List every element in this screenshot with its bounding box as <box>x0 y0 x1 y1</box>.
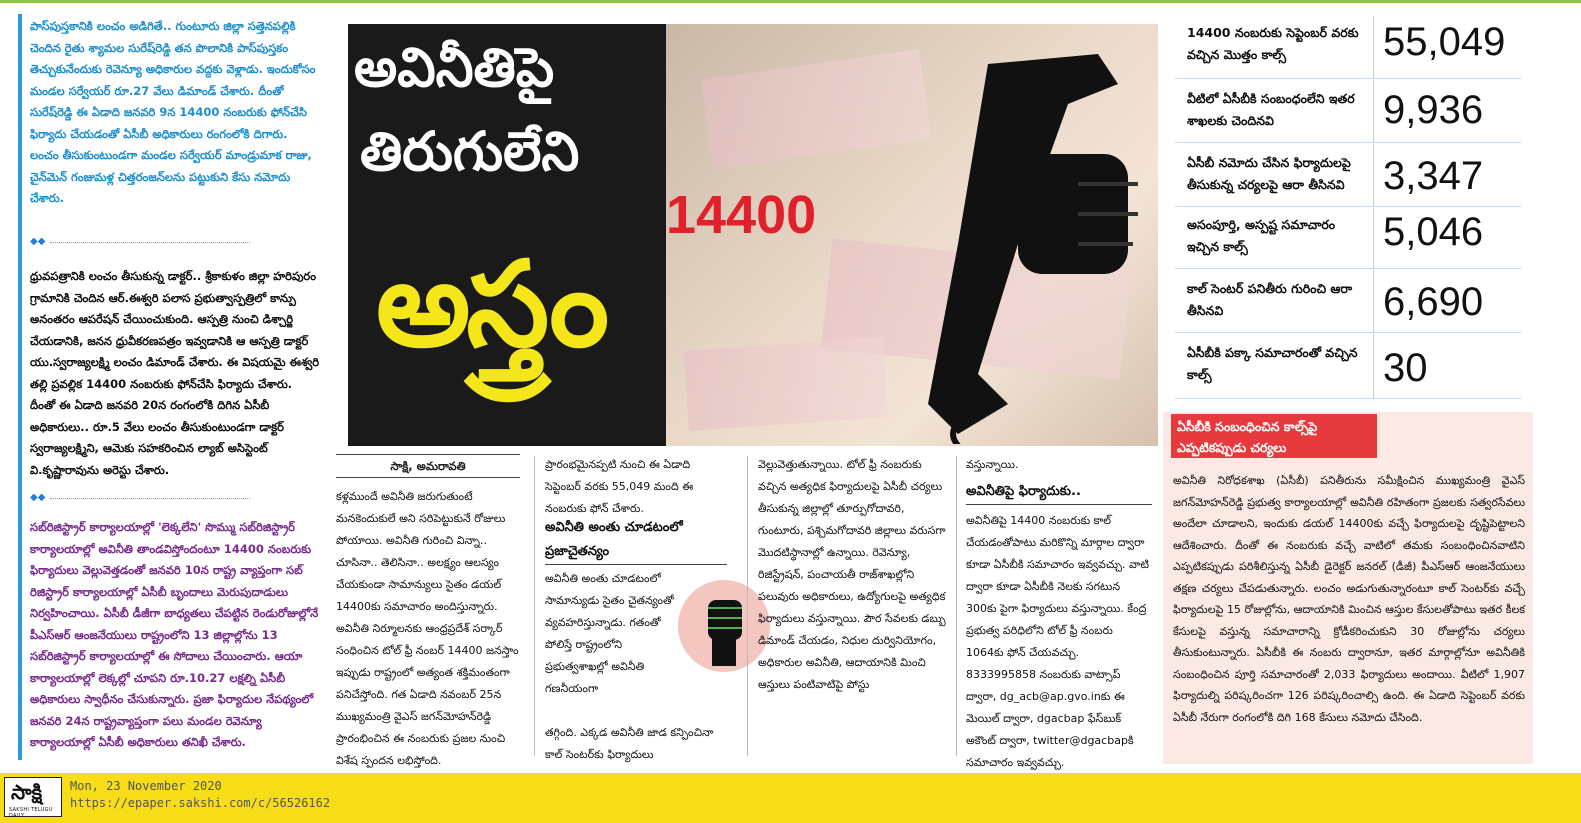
stat-value: 6,690 <box>1383 280 1484 324</box>
divider-diamond-icon: ◆◆ <box>30 492 46 503</box>
actions-heading: ఏసీబీకి సంబంధించిన కాల్స్‌పై ఎప్పటికప్పుడు చర్యలు <box>1171 414 1377 458</box>
stat-label: వీటిలో ఏసీబీకి సంబంధంలేని ఇతర శాఖలకు చెందినవి <box>1187 91 1355 128</box>
article-column-4: అవినీతిపై 14400 నంబరుకు కాల్‌ చేయడంతోపాటు మరికొన్ని మార్గాల ద్వారా కూడా ఏసీబీకి సమాచారం ఇవ్వవచ్చు. వాటి ద్వారా కూడా ఏసీబీకి నెలకు సగటున 300కు పైగా ఫిర్యాదులు వస్తున్నాయి. కేంద్ర ప్రభుత్వ పరిధిలోని టోల్‌ ఫ్రీ నంబరు 1064కు ఫోన్‌ చేయవచ్చు. 8333995858 నంబరుకు వాట్సాప్‌ ద్వారా, dg_acb@ap.gvo.inకు ఈ మెయిల్‌ ద్వారా, dgacbap ఫేస్‌బుక్‌ అకౌంట్‌ ద్వారా, twitter@dgacbapకి సమాచారం ఇవ్వవచ్చు. <box>966 514 1149 769</box>
raised-fist-icon <box>678 580 770 672</box>
helpline-number: 14400 <box>666 185 817 245</box>
stat-value: 5,046 <box>1383 210 1484 254</box>
stat-row <box>1175 208 1521 269</box>
stat-label: 14400 నంబరుకు సెప్టెంబర్‌ వరకు వచ్చిన మొత్తం కాల్స్‌ <box>1187 25 1359 62</box>
stat-row <box>1175 144 1521 207</box>
article-column-3: వెల్లువెత్తుతున్నాయి. టోల్‌ ఫ్రీ నంబరుకు వచ్చిన అత్యధిక ఫిర్యాదులపై ఏసీబీ చర్యలు తీసుకున్న జిల్లాల్లో తూర్పుగోదావరి, గుంటూరు, పశ్చిమగోదావరి జిల్లాలు వరుసగా మొదటిస్థానాల్లో ఉన్నాయి. రెవెన్యూ, రిజిస్ట్రేషన్‌, పంచాయతీ రాజ్‌శాఖల్లోని పలువురు అధికారులు, ఉద్యోగులపై అత్యధిక ఫిర్యాదులు వస్తున్నాయి. పౌర సేవలకు డబ్బు డిమాండ్‌ చేయడం, నిధుల దుర్వినియోగం, అధికారుల అవినీతి, ఆదాయానికి మించి ఆస్తులు పంటివాటిపై పోస్టు <box>758 458 946 691</box>
headline-line-3: అస్త్రం <box>376 235 606 373</box>
publish-date: Mon, 23 November 2020 <box>70 779 222 793</box>
telephone-handset-icon <box>868 44 1158 444</box>
subheading-how-to-complain: అవినీతిపై ఫిర్యాదుకు.. <box>966 480 1152 505</box>
article-column-2-bottom: తగ్గింది. ఎక్కడ అవినీతి జాడ కన్పించినా కాల్‌ సెంటర్‌కు ఫిర్యాదులు <box>545 726 714 761</box>
stat-row <box>1175 80 1521 143</box>
story-subregistrar: సబ్‌రిజిస్ట్రార్‌ కార్యాలయాల్లో 'లెక్కలేని' సొమ్ము సబ్‌రిజిస్ట్రార్‌ కార్యాలయాల్లో అవినీతి తాండవిస్తోందంటూ 14400 నంబరుకు ఫిర్యాదులు వెల్లువెత్తడంతో జనవరి 10న రాష్ట్ర వ్యాప్తంగా సబ్‌ రిజిస్ట్రార్‌ కార్యాలయాల్లో ఏసీబీ బృందాలు మెరుపుదాడులు నిర్వహించాయి. ఏసీబీ డీజీగా బాధ్యతలు చేపట్టిన రెండురోజుల్లోనే పీఎస్‌ఆర్‌ ఆంజనేయులు రాష్ట్రంలోని 13 జిల్లాల్లోను 13 సబ్‌రిజిస్ట్రార్‌ కార్యాలయాల్లో ఈ సోదాలు చేయించారు. ఆయా కార్యాలయాల్లో లెక్కల్లో చూపని రూ.10.27 లక్షల్ని ఏసీబీ అధికారులు స్వాధీనం చేసుకున్నారు. ప్రజా ఫిర్యాదుల నేపథ్యంలో జనవరి 24న రాష్ట్రవ్యాప్తంగా పలు మండల రెవెన్యూ కార్యాలయాల్లో ఏసీబీ అధికారులు తనిఖీ చేశారు. <box>30 520 319 749</box>
byline: సాక్షి, అమరావతి <box>336 454 520 478</box>
story-passbook: పాస్‌పుస్తకానికి లంచం అడిగితే.. గుంటూరు జిల్లా సత్తెనపల్లికి చెందిన రైతు శ్యామల సురేష్‌రెడ్డి తన పొలానికి పాస్‌పుస్తకం తెచ్చుకునేందుకు రెవెన్యూ అధికారుల వద్దకు వెళ్లాడు. ఇందుకోసం మండల సర్వేయర్‌ రూ.27 వేలు డిమాండ్‌ చేశారు. దీంతో సురేష్‌రెడ్డి ఈ ఏడాది జనవరి 9న 14400 నంబరుకు ఫోన్‌చేసి ఫిర్యాదు చేయడంతో ఏసీబీ అధికారులు రంగంలోకి దిగారు. లంచం తీసుకుంటుండగా మండల సర్వేయర్‌ మాండ్రుమాక రాజు, చైన్‌మెన్‌ గంజుమళ్ల చిత్తరంజన్‌లను పట్టుకుని కేసు నమోదు చేశారు. <box>30 19 316 205</box>
stat-row <box>1175 270 1521 333</box>
stat-value: 55,049 <box>1383 20 1506 64</box>
stat-label: ఏసీబీ నమోదు చేసిన ఫిర్యాదులపై తీసుకున్న చర్యలపై ఆరా తీసినవి <box>1187 155 1351 192</box>
divider-diamond-icon: ◆◆ <box>30 236 46 247</box>
column-divider <box>747 456 748 756</box>
column-divider <box>534 456 535 756</box>
source-url-link[interactable]: https://epaper.sakshi.com/c/56526162 <box>70 796 331 810</box>
column-divider <box>956 456 957 756</box>
hero-image <box>348 24 1158 446</box>
headline-line-1: అవినీతిపై <box>354 36 555 99</box>
actions-box <box>1163 412 1533 764</box>
sakshi-logo[interactable] <box>4 777 62 817</box>
logo-text: సాక్షి <box>11 780 43 804</box>
dotted-divider <box>50 498 250 499</box>
stat-value: 30 <box>1383 346 1428 390</box>
article-column-2-mid: అవినీతి అంతు చూడటంలో సామాన్యుడు సైతం చైతన్యంతో వ్యవహరిస్తున్నాడు. గతంతో పోలిస్తే రాష్ట్రంలోని ప్రభుత్వశాఖల్లో అవినీతి గణనీయంగా <box>545 572 674 695</box>
subheading-public-awareness: అవినీతి అంతు చూడటంలో ప్రజాచైతన్యం <box>545 516 727 565</box>
stat-label: ఏసీబీకి పక్కా సమాచారంతో వచ్చిన కాల్స్‌ <box>1187 345 1358 382</box>
footer-bar <box>0 773 1581 823</box>
left-accent-bar <box>18 14 22 760</box>
article-column-2-top: ప్రారంభమైనప్పటి నుంచి ఈ ఏడాది సెప్టెంబర్‌ వరకు 55,049 మంది ఈ నంబరుకు ఫోన్‌ చేశారు. <box>545 458 694 515</box>
left-story-column <box>18 14 318 760</box>
stat-label: కాల్‌ సెంటర్‌ పనితీరు గురించి ఆరా తీసినవి <box>1187 281 1353 318</box>
stat-value: 9,936 <box>1383 88 1484 132</box>
stat-row <box>1175 16 1521 79</box>
dotted-divider <box>50 242 250 243</box>
stat-row <box>1175 334 1521 399</box>
logo-subtext: SAKSHI TELUGU DAILY <box>9 807 53 819</box>
stat-value: 3,347 <box>1383 154 1484 198</box>
story-doctor: ధ్రువపత్రానికి లంచం తీసుకున్న డాక్టర్‌.. శ్రీకాకుళం జిల్లా హరిపురం గ్రామానికి చెందిన ఆర్‌.ఈశ్వరి పలాస ప్రభుత్వాస్పత్రిలో కాన్పు అనంతరం ఆపరేషన్‌ చేయించుకుంది. ఆస్పత్రి నుంచి డిశ్చార్జి చేయడానికి, జనన ధ్రువీకరణపత్రం ఇవ్వడానికి ఆ ఆస్పత్రి డాక్టర్‌ యు.స్వరాజ్యలక్ష్మి లంచం డిమాండ్‌ చేశారు. ఈ విషయమై ఈశ్వరి తల్లి ప్రవల్లిక 14400 నంబరుకు ఫోన్‌చేసి ఫిర్యాదు చేశారు. దీంతో ఈ ఏడాది జనవరి 20న రంగంలోకి దిగిన ఏసీబీ అధికారులు.. రూ.5 వేలు లంచం తీసుకుంటుండగా డాక్టర్‌ స్వరాజ్యలక్ష్మిని, ఆమెకు సహకరించిన ల్యాబ్‌ అసిస్టెంట్‌ వి.కృష్ణారావును అరెస్టు చేశారు. <box>30 269 320 477</box>
actions-body: అవినీతి నిరోధకశాఖ (ఏసీబీ) పనితీరును సమీక్షించిన ముఖ్యమంత్రి వైఎస్‌ జగన్‌మోహన్‌రెడ్డి ప్రభుత్వ కార్యాలయాల్లో అవినీతి రహితంగా ప్రజలకు సత్వరసేవలు అందేలా చూడాలని, ఇందుకు డయల్‌ 14400కు వచ్చే ఫిర్యాదులపై దృష్టిపెట్టాలని ఆదేశించారు. దీంతో ఈ నంబరుకు వచ్చే వాటిలో తమకు సంబంధించినవాటిని ఎప్పటికప్పుడు పరిశీలిస్తున్న ఏసీబీ డైరెక్టర్‌ జనరల్‌ (డీజీ) పీఎస్‌ఆర్‌ ఆంజనేయులు తక్షణ చర్యలు చేపడుతున్నారు. లంచం అడుగుతున్నారంటూ కాల్‌ సెంటర్‌కు వచ్చే ఫిర్యాదులపై 15 రోజుల్లోను, ఆదాయానికి మించిన ఆస్తుల కేసులతోపాటు ఇతర కీలక కేసులపై వస్తున్న సమాచారాన్ని క్రోడీకరించుకుని 30 రోజుల్లోను చర్యలు తీసుకుంటున్నారు. ఏసీబీకి ఈ నంబరు ద్వారానూ, ఇతర మార్గాల్లోనూ అవినీతికి సంబంధించిన పూర్తి సమాచారంతో 2,033 ఫిర్యాదులు అందాయి. వీటిలో 1,907 ఫిర్యాదుల్ని పరిష్కరించగా 126 పరిష్కరించాల్సి ఉంది. ఈ ఏడాది సెప్టెంబర్‌ వరకు ఏసీబీ నేరుగా రంగంలోకి దిగి 168 కేసులు నమోదు చేసింది. <box>1173 474 1525 724</box>
article-column-4-top: వస్తున్నాయి. <box>966 458 1019 471</box>
stat-label: అసంపూర్తి, అస్పష్ట సమాచారం ఇచ్చిన కాల్స్‌ <box>1187 217 1336 254</box>
headline-line-2: తిరుగులేని <box>360 120 580 183</box>
article-column-1: కళ్లముందే అవినీతి జరుగుతుంటే మనకెందుకులే అని సరిపెట్టుకునే రోజులు పోయాయి. అవినీతి గురించి విన్నా.. చూసినా.. తెలిసినా.. అలక్ష్యం ఆలస్యం చేయకుండా సామాన్యులు సైతం డయల్‌ 14400కు సమాచారం అందిస్తున్నారు. అవినీతి నిర్మూలనకు ఆంధ్రప్రదేశ్‌ సర్కార్‌ సంధించిన టోల్‌ ఫ్రీ నంబర్‌ 14400 జనస్తాం ఇప్పుడు రాష్ట్రంలో అత్యంత శక్తిమంతంగా పనిచేస్తోంది. గత ఏడాది నవంబర్‌ 25న ముఖ్యమంత్రి వైఎస్‌ జగన్‌మోహన్‌రెడ్డి ప్రారంభించిన ఈ నంబరుకు ప్రజల నుంచి విశేష స్పందన లభిస్తోంది. <box>336 490 519 767</box>
top-color-strip <box>0 0 1581 3</box>
stats-table <box>1163 16 1533 406</box>
